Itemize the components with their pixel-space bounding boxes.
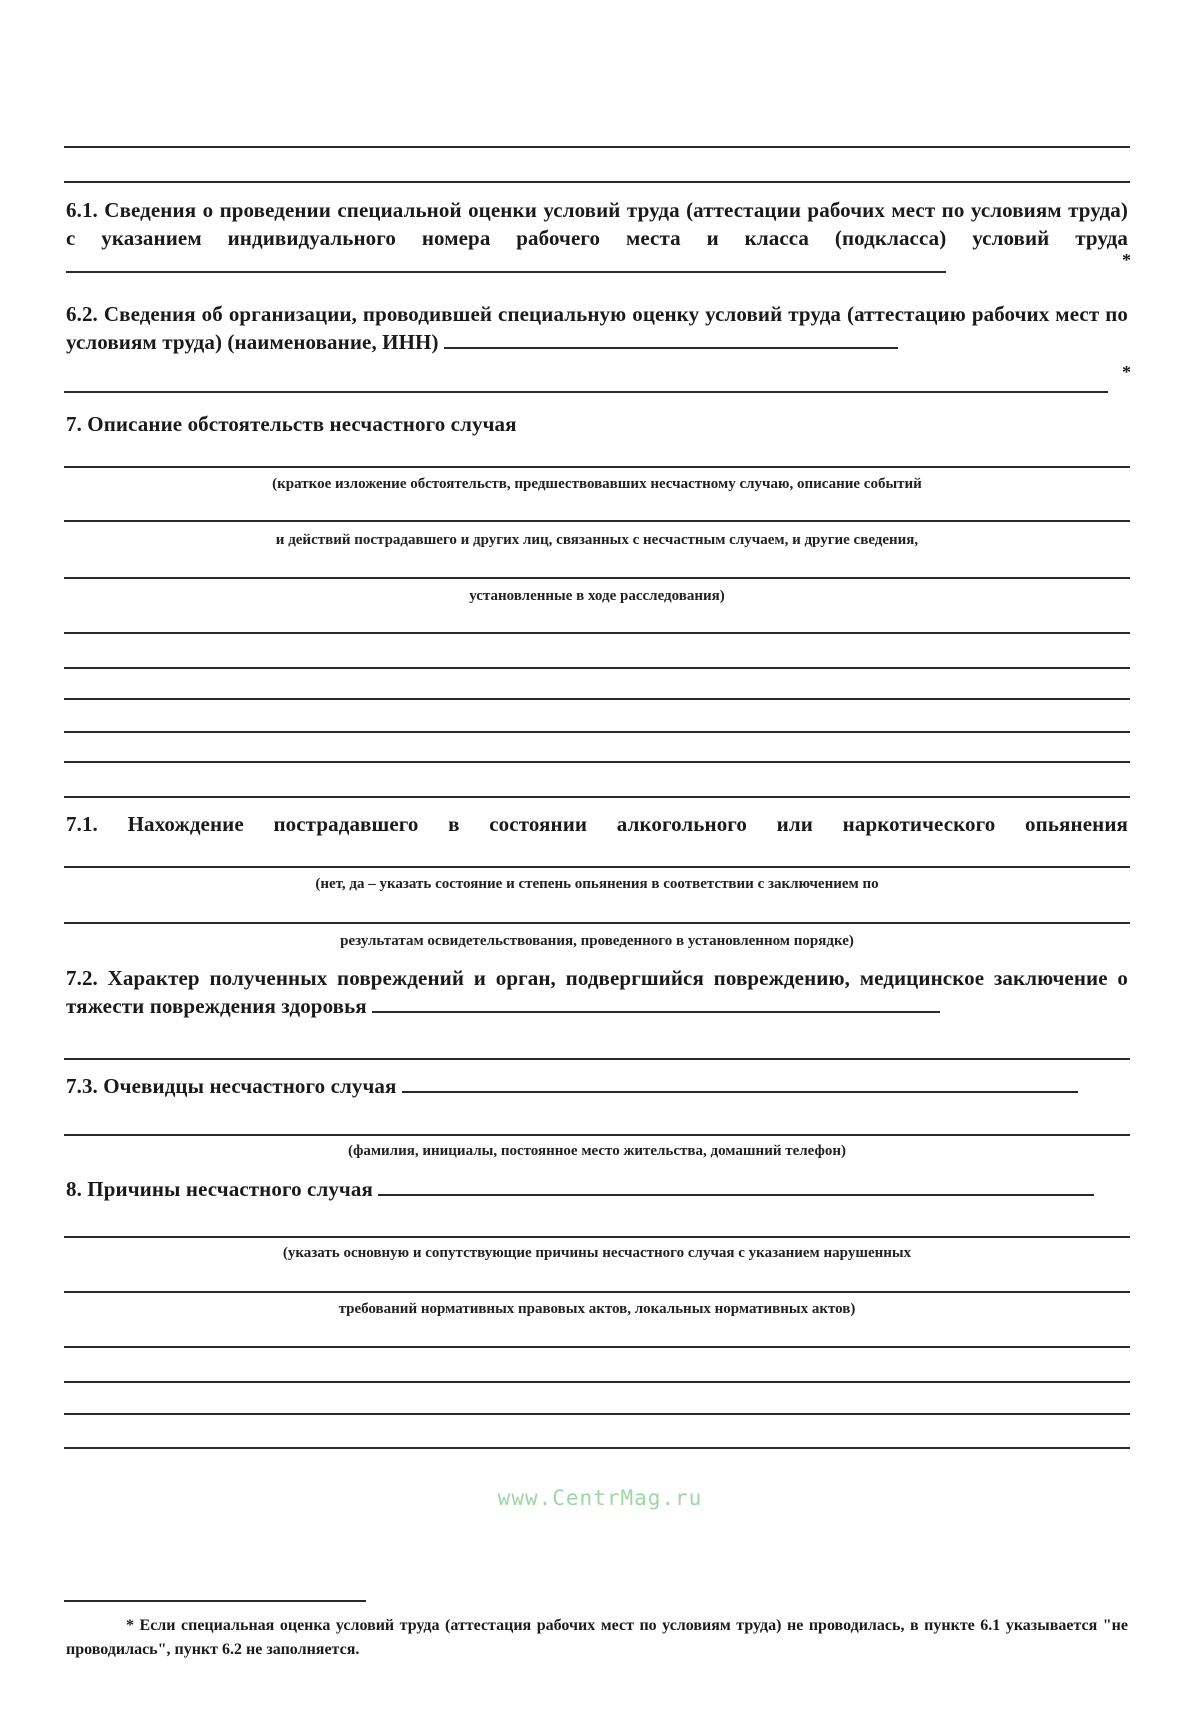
section-6-1-text: 6.1. Сведения о проведении специальной оценки условий труда (аттестации рабочих мест по условиям труда) с указанием индивидуального номера рабочего места и класса (подкласса) условий труда	[66, 198, 1128, 250]
section-6-2-text: 6.2. Сведения об организации, проводившей специальную оценку условий труда (аттестацию рабочих мест по условиям труда) (наименование, ИНН)	[66, 302, 1128, 354]
blank-line[interactable]	[64, 796, 1130, 798]
section-7-2-text: 7.2. Характер полученных повреждений и орган, подвергшийся повреждению, медицинское заключение о тяжести повреждения здоровья	[66, 966, 1128, 1018]
blank-line[interactable]	[64, 866, 1130, 868]
blank-line[interactable]	[64, 1236, 1130, 1238]
blank-line[interactable]	[64, 391, 1108, 393]
blank-line[interactable]	[64, 520, 1130, 522]
blank-line[interactable]	[64, 667, 1130, 669]
blank-line[interactable]	[64, 1447, 1130, 1449]
section-7-title: 7. Описание обстоятельств несчастного случая	[66, 412, 517, 436]
section-7-3-caption: (фамилия, инициалы, постоянное место жительства, домашний телефон)	[347, 1143, 847, 1159]
blank-line[interactable]	[64, 761, 1130, 763]
section-6-2-fill-line[interactable]	[444, 329, 898, 349]
blank-line[interactable]	[64, 181, 1130, 183]
section-7-3-title: 7.3. Очевидцы несчастного случая	[66, 1074, 397, 1098]
blank-line[interactable]	[64, 632, 1130, 634]
section-7-caption-2: и действий пострадавшего и других лиц, связанных с несчастным случаем, и другие сведения,	[275, 532, 919, 548]
section-7-2	[66, 964, 1128, 1020]
section-7-3	[66, 1072, 1128, 1100]
footnote: * Если специальная оценка условий труда (аттестация рабочих мест по условиям труда) не проводилась, в пункте 6.1 указывается "не проводилась", пункт 6.2 не заполняется.	[66, 1617, 1128, 1658]
section-6-2-footnote-mark: *	[1122, 362, 1131, 382]
blank-line[interactable]	[64, 1134, 1130, 1136]
blank-line[interactable]	[64, 698, 1130, 700]
section-6-1-fill-line[interactable]	[66, 253, 946, 273]
blank-line[interactable]	[64, 1413, 1130, 1415]
section-8-title: 8. Причины несчастного случая	[66, 1177, 373, 1201]
section-6-1	[66, 196, 1128, 280]
section-8-fill-line[interactable]	[378, 1176, 1094, 1196]
blank-line[interactable]	[64, 577, 1130, 579]
footnote-rule	[64, 1600, 366, 1602]
blank-line[interactable]	[64, 1346, 1130, 1348]
section-7-1-caption-2: результатам освидетельствования, проведенного в установленном порядке)	[340, 933, 854, 949]
blank-line[interactable]	[64, 922, 1130, 924]
section-8	[66, 1175, 1128, 1203]
section-8-caption-1: (указать основную и сопутствующие причины несчастного случая с указанием нарушенных	[282, 1245, 912, 1261]
section-7-caption-3: установленные в ходе расследования)	[469, 588, 725, 604]
blank-line[interactable]	[64, 1291, 1130, 1293]
section-6-1-footnote-mark: *	[1122, 250, 1131, 270]
section-7-2-fill-line[interactable]	[372, 993, 940, 1013]
blank-line[interactable]	[64, 731, 1130, 733]
section-8-caption-2: требований нормативных правовых актов, локальных нормативных актов)	[338, 1301, 856, 1317]
blank-line[interactable]	[64, 1058, 1130, 1060]
section-7-3-fill-line[interactable]	[402, 1073, 1078, 1093]
blank-line[interactable]	[64, 1381, 1130, 1383]
section-6-2	[66, 300, 1128, 356]
blank-line[interactable]	[64, 146, 1130, 148]
section-7-caption-1: (краткое изложение обстоятельств, предшествовавших несчастному случаю, описание событий	[272, 476, 922, 492]
section-7-1-caption-1: (нет, да – указать состояние и степень опьянения в соответствии с заключением по	[315, 876, 879, 892]
watermark: www.CentrMag.ru	[497, 1486, 703, 1510]
section-7-1-title: 7.1. Нахождение пострадавшего в состоянии алкогольного или наркотического опьянения	[66, 812, 1128, 836]
blank-line[interactable]	[64, 466, 1130, 468]
